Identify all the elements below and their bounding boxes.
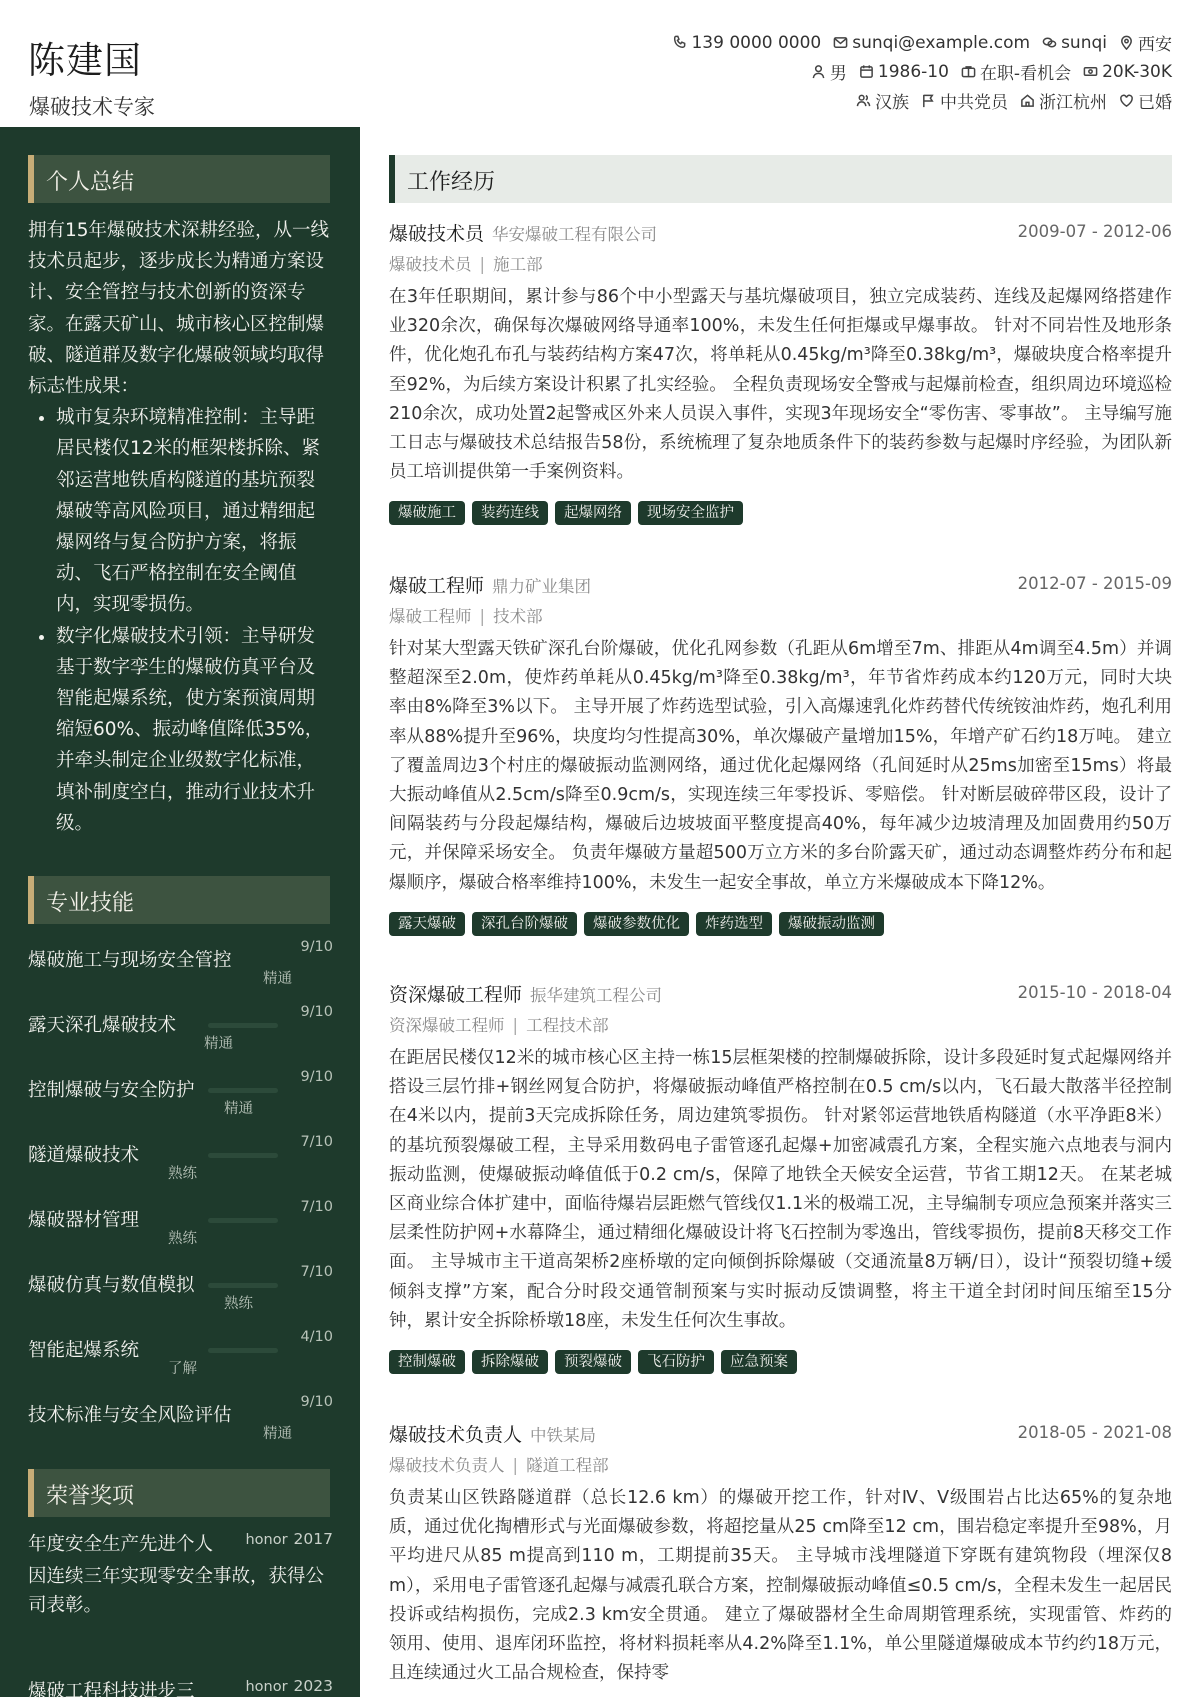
skill-tag: 装药连线 [472,501,548,525]
award-year: 2017 [293,1530,333,1548]
skill-name: 爆破仿真与数值模拟 [28,1275,195,1296]
skill-item [28,1329,333,1389]
skill-tag: 爆破施工 [389,501,465,525]
summary-point: • 数字化爆破技术引领：主导研发基于数字孪生的爆破仿真平台及智能起爆系统，使方案预演周期缩短60%、振动峰值降低35%，并牵头制定企业级数字化标准，填补制度空白，推动行业技术升级。 [56,621,333,839]
skill-tag: 深孔台阶爆破 [472,912,577,936]
ethnicity-item [856,88,909,113]
skill-name: 露天深孔爆破技术 [28,1015,177,1036]
skill-name: 爆破施工与现场安全管控 [28,950,232,971]
job-position: 爆破工程师 [389,607,472,626]
job-tags [389,501,1172,525]
home-icon [1020,93,1035,108]
skill-bar [208,1348,278,1353]
skill-score: 9/10 [300,939,333,955]
skill-name: 隧道爆破技术 [28,1145,140,1166]
skill-item [28,1134,333,1194]
sidebar [0,127,360,1702]
separator: | [479,607,486,626]
phone-text: 139 0000 0000 [691,32,822,53]
contact-row-3 [856,88,1172,113]
skill-name: 技术标准与安全风险评估 [28,1405,232,1426]
calendar-icon [859,64,874,79]
gender-text: 男 [829,64,847,84]
money-icon [1083,64,1098,79]
skill-level: 精通 [263,971,292,987]
skill-tag: 现场安全监护 [638,501,743,525]
award-badge: honor [245,1679,288,1695]
skill-score: 7/10 [300,1134,333,1150]
skill-bar [208,1283,278,1288]
awards-heading-box [28,1469,330,1517]
contact-row-2 [811,59,1172,84]
flag-icon [921,93,936,108]
status-text: 在职-看机会 [979,64,1072,84]
job-description: 在3年任职期间，累计参与86个中小型露天与基坑爆破项目，独立完成装药、连线及起爆网络搭建作业320余次，确保每次爆破网络导通率100%，未发生任何拒爆或早爆事故。 针对不同岩性及地形条件，优化炮孔布孔与装药结构方案47次，将单耗从0.45kg/m³降至0.38kg/m³，爆破块度合格率提升至92%，为后续方案设计积累了扎实经验。 全程负责现场安全警戒与起爆前检查，组织周边环境巡检210余次，成功处置2起警戒区外来人员误入事件，实现3年现场安全“零伤害、零事故”。 主导编写施工日志与爆破技术总结报告58份，系统梳理了复杂地质条件下的装药参数与起爆时序经验，为团队新员工培训提供第一手案例资料。 [389,287,1172,483]
skill-name: 智能起爆系统 [28,1340,140,1361]
resume-header [0,0,1200,127]
skill-bar [208,1218,278,1223]
skill-item [28,1069,333,1129]
skill-tag: 拆除爆破 [472,1350,548,1374]
skill-score: 4/10 [300,1329,333,1345]
awards-heading: 荣誉奖项 [46,1484,135,1509]
job-description: 针对某大型露天铁矿深孔台阶爆破，优化孔网参数（孔距从6m增至7m、排距从4m调至4.5m）并调整超深至2.0m，使炸药单耗从0.45kg/m³降至0.38kg/m³，年节省炸药成本约120万元，同时大块率由8%降至3%以下。 主导开展了炸药选型试验，引入高爆速乳化炸药替代传统铵油炸药，炮孔利用率从88%提升至96%，块度均匀性提高30%，单次爆破产量增加15%，年增产矿石约18万吨。 建立了覆盖周边3个村庄的爆破振动监测网络，通过优化起爆网络（孔间延时从25ms加密至15ms）将最大振动峰值从2.5cm/s降至0.9cm/s，实现连续三年零投诉、零赔偿。 针对断层破碎带区段，设计了间隔装药与分段起爆结构，爆破后边坡坡面平整度提高40%，每年减少边坡清理及加固费用约50万元，并保障采场安全。 负责年爆破方量超500万立方米的多台阶露天矿，通过动态调整炸药分布和起爆顺序，爆破合格率维持100%，未发生一起安全事故，单立方米爆破成本下降12%。 [389,639,1172,893]
skill-tag: 起爆网络 [555,501,631,525]
job-department: 工程技术部 [526,1016,609,1035]
skill-tag: 爆破振动监测 [779,912,884,936]
skill-tag: 爆破参数优化 [584,912,689,936]
job-company: 中铁某局 [530,1426,597,1445]
political-text: 中共党员 [940,93,1008,113]
skill-tag: 炸药选型 [696,912,772,936]
person-icon [811,64,826,79]
salary-item [1083,59,1172,84]
award-desc: 因连续三年实现零安全事故，获得公司表彰。 [28,1566,325,1616]
skill-level: 了解 [168,1361,197,1377]
candidate-title: 爆破技术专家 [29,95,155,119]
email-text: sunqi@example.com [852,32,1031,53]
job-entry [389,1420,1172,1688]
location-item [1119,30,1172,55]
job-description: 在距居民楼仅12米的城市核心区主持一栋15层框架楼的控制爆破拆除，设计多段延时复式起爆网络并搭设三层竹排+钢丝网复合防护，将爆破振动峰值严格控制在0.5 cm/s以内，飞石最大散落半径控制在4米以内，提前3天完成拆除任务，周边建筑零损伤。 针对紧邻运营地铁盾构隧道（水平净距8米）的基坑预裂爆破工程，主导采用数码电子雷管逐孔起爆+加密减震孔方案，全程实施六点地表与洞内振动监测，使爆破振动峰值低于0.2 cm/s，保障了地铁全天候安全运营，节省工期12天。 在某老城区商业综合体扩建中，面临待爆岩层距燃气管线仅1.1米的极端工况，主导编制专项应急预案并落实三层柔性防护网+水幕降尘，通过精细化爆破设计将飞石控制为零逸出，管线零损伤，提前8天移交工作面。 主导城市主干道高架桥2座桥墩的定向倾倒拆除爆破（交通流量8万辆/日），设计“预裂切缝+缓倾斜支撑”方案，配合分时段交通管制预案与实时振动反馈调整，将主干道全封闭时间压缩至15分钟，累计安全拆除桥墩18座，未发生任何次生事故。 [389,1048,1172,1331]
separator: | [512,1456,519,1475]
wechat-text: sunqi [1061,32,1107,53]
award-year-box [245,1530,333,1548]
summary-intro: 拥有15年爆破技术深耕经验，从一线技术员起步，逐步成长为精通方案设计、安全管控与技术创新的资深专家。在露天矿山、城市核心区控制爆破、隧道群及数字化爆破领域均取得标志性成果： [28,220,330,398]
skill-level: 熟练 [224,1296,253,1312]
ethnicity-text: 汉族 [875,93,909,113]
salary-text: 20K-30K [1102,61,1172,82]
birth-item [859,59,949,84]
job-tags [389,912,1172,936]
summary-heading: 个人总结 [46,170,135,195]
summary-heading-box [28,155,330,203]
job-dates: 2009-07 - 2012-06 [1017,222,1172,241]
skill-item [28,1004,333,1064]
job-department: 技术部 [493,607,543,626]
job-entry [389,571,1172,936]
people-icon [856,93,871,108]
skill-score: 7/10 [300,1199,333,1215]
summary-list [28,402,333,839]
job-role: 爆破工程师 [389,575,485,597]
job-role: 爆破技术员 [389,223,485,245]
briefcase-icon [961,64,976,79]
job-position: 资深爆破工程师 [389,1016,505,1035]
status-item [961,59,1071,84]
skill-tag: 预裂爆破 [555,1350,631,1374]
experience-heading-box [389,155,1172,203]
job-role: 爆破技术负责人 [389,1424,523,1446]
phone-item[interactable] [672,30,821,55]
award-badge: honor [245,1532,288,1548]
hometown-item [1020,88,1107,113]
phone-icon [672,35,687,50]
experience-heading: 工作经历 [407,170,496,195]
gender-item [811,59,847,84]
skill-score: 9/10 [300,1394,333,1410]
location-pin-icon [1119,35,1134,50]
skill-level: 精通 [204,1036,233,1052]
job-role: 资深爆破工程师 [389,984,523,1006]
political-item [921,88,1008,113]
job-dates: 2012-07 - 2015-09 [1017,574,1172,593]
job-entry [389,219,1172,525]
mail-icon [833,35,848,50]
summary-point: • 城市复杂环境精准控制：主导距居民楼仅12米的框架楼拆除、紧邻运营地铁盾构隧道的基坑预裂爆破等高风险项目，通过精细起爆网络与复合防护方案，将振动、飞石严格控制在安全阈值内，实现零损伤。 [56,402,333,620]
skill-score: 7/10 [300,1264,333,1280]
birth-text: 1986-10 [877,61,949,82]
award-title: 爆破工程科技进步三 [28,1681,195,1702]
job-position: 爆破技术负责人 [389,1456,505,1475]
email-item[interactable] [833,30,1030,55]
job-company: 华安爆破工程有限公司 [492,225,658,244]
location-text: 西安 [1138,35,1172,55]
award-item [28,1677,333,1706]
separator: | [512,1016,519,1035]
award-title: 年度安全生产先进个人 [28,1534,214,1555]
skill-item [28,1394,333,1454]
skill-name: 控制爆破与安全防护 [28,1080,195,1101]
job-department: 施工部 [493,255,543,274]
wechat-item [1042,30,1107,55]
job-company: 振华建筑工程公司 [530,986,663,1005]
skill-tag: 飞石防护 [638,1350,714,1374]
contact-row-1 [672,30,1172,55]
skill-bar [208,1088,278,1093]
skill-item [28,939,333,999]
skills-heading: 专业技能 [46,891,135,916]
skill-level: 熟练 [168,1231,197,1247]
hometown-text: 浙江杭州 [1039,93,1107,113]
skill-score: 9/10 [300,1069,333,1085]
job-position: 爆破技术员 [389,255,472,274]
job-department: 隧道工程部 [526,1456,609,1475]
skill-item [28,1264,333,1324]
job-dates: 2018-05 - 2021-08 [1017,1423,1172,1442]
skill-tag: 应急预案 [721,1350,797,1374]
skill-level: 熟练 [168,1166,197,1182]
job-tags [389,1350,1172,1374]
summary-section [28,215,333,839]
candidate-name: 陈建国 [28,39,142,82]
skill-item [28,1199,333,1259]
job-company: 鼎力矿业集团 [492,577,592,596]
skill-score: 9/10 [300,1004,333,1020]
skill-tag: 控制爆破 [389,1350,465,1374]
job-description: 负责某山区铁路隧道群（总长12.6 km）的爆破开挖工作，针对Ⅳ、Ⅴ级围岩占比达65%的复杂地质，通过优化掏槽形式与光面爆破参数，将超挖量从25 cm降至12 cm，围岩稳定率提升至98%，月平均进尺从85 m提高到110 m，工期提前35天。 主导城市浅埋隧道下穿既有建筑物段（埋深仅8 m），采用电子雷管逐孔起爆与减震孔联合方案，控制爆破振动峰值≤0.5 cm/s，全程未发生一起居民投诉或结构损伤，完成2.3 km安全贯通。 建立了爆破器材全生命周期管理系统，实现雷管、炸药的领用、使用、退库闭环监控，将材料损耗率从4.2%降至1.1%，单公里隧道爆破成本节约约18万元，且连续通过火工品合规检查，保持零 [389,1488,1172,1684]
heart-icon [1119,93,1134,108]
skill-level: 精通 [224,1101,253,1117]
award-year-box [245,1677,333,1695]
skill-bar [208,1153,278,1158]
skill-level: 精通 [263,1426,292,1442]
job-dates: 2015-10 - 2018-04 [1017,983,1172,1002]
skills-heading-box [28,876,330,924]
award-item [28,1530,333,1620]
marital-text: 已婚 [1138,93,1172,113]
skill-tag: 露天爆破 [389,912,465,936]
award-year: 2023 [293,1677,333,1695]
wechat-icon [1042,35,1057,50]
job-entry [389,980,1172,1374]
separator: | [479,255,486,274]
marital-item [1119,88,1172,113]
skill-name: 爆破器材管理 [28,1210,140,1231]
skill-bar [208,1023,278,1028]
